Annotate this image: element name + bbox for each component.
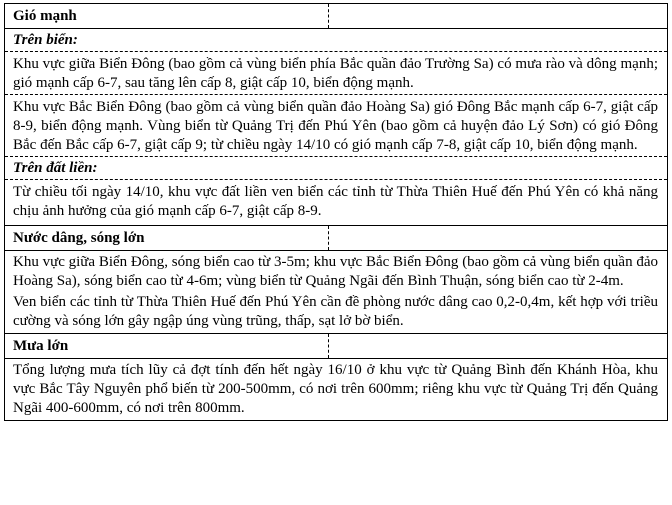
section-header-strong-wind [5, 4, 667, 29]
at-sea-paragraph-1 [5, 52, 667, 94]
rain-paragraph [5, 359, 667, 420]
paragraph-text: Ven biển các tỉnh từ Thừa Thiên Huế đến Phú Yên cần đề phòng nước dâng cao 0,2-0,4m, kết hợp với triều cường và sóng lớn gây ngập úng vùng trũng, thấp, sạt lở bờ biển. [13, 294, 658, 329]
section-title: Gió mạnh [5, 4, 329, 28]
header-empty-cell [329, 334, 667, 358]
subsection-on-land-label: Trên đất liền: [5, 157, 667, 180]
paragraph-text: Tổng lượng mưa tích lũy cả đợt tính đến hết ngày 16/10 ở khu vực từ Quảng Bình đến Khánh Hòa, khu vực Bắc Tây Nguyên phổ biến từ 200-500mm, có nơi trên 600mm; riêng khu vực từ Quảng Trị đến Quảng Ngãi 400-600mm, có nơi trên 800mm. [13, 362, 658, 416]
section-header-surge-waves [5, 225, 667, 251]
forecast-table [4, 3, 668, 421]
at-sea-paragraph-2 [5, 94, 667, 157]
paragraph-text: Khu vực giữa Biển Đông (bao gồm cả vùng biển phía Bắc quần đảo Trường Sa) có mưa rào và dông mạnh; gió mạnh cấp 6-7, sau tăng lên cấp 8, giật cấp 10, biển động mạnh. [13, 56, 658, 91]
section-header-heavy-rain [5, 333, 667, 359]
surge-paragraph-2 [5, 292, 667, 333]
surge-paragraph-1 [5, 251, 667, 292]
subsection-at-sea-label: Trên biển: [5, 29, 667, 52]
paragraph-text: Khu vực Bắc Biển Đông (bao gồm cả vùng biển quần đảo Hoàng Sa) gió Đông Bắc mạnh cấp 6-7, giật cấp 8-9, biển động mạnh. Vùng biển từ Quảng Trị đến Phú Yên (bao gồm cả huyện đảo Lý Sơn) có gió Đông Bắc đến Bắc cấp 6-7, giật cấp 9; từ chiều ngày 14/10 có gió mạnh cấp 7-8, giật cấp 10, biển động mạnh. [13, 99, 658, 153]
header-empty-cell [329, 4, 667, 28]
paragraph-text: Khu vực giữa Biển Đông, sóng biển cao từ 3-5m; khu vực Bắc Biển Đông (bao gồm cả vùng biển quần đảo Hoàng Sa), sóng biển cao từ 4-6m; vùng biển từ Quảng Ngãi đến Bình Thuận, sóng biển cao từ 2-4m. [13, 254, 658, 289]
paragraph-text: Từ chiều tối ngày 14/10, khu vực đất liền ven biển các tỉnh từ Thừa Thiên Huế đến Phú Yên có khả năng chịu ảnh hưởng của gió mạnh cấp 6-7, giật cấp 8-9. [13, 184, 658, 219]
on-land-paragraph [5, 180, 667, 225]
header-empty-cell [329, 226, 667, 250]
section-title: Mưa lớn [5, 334, 329, 358]
section-title: Nước dâng, sóng lớn [5, 226, 329, 250]
